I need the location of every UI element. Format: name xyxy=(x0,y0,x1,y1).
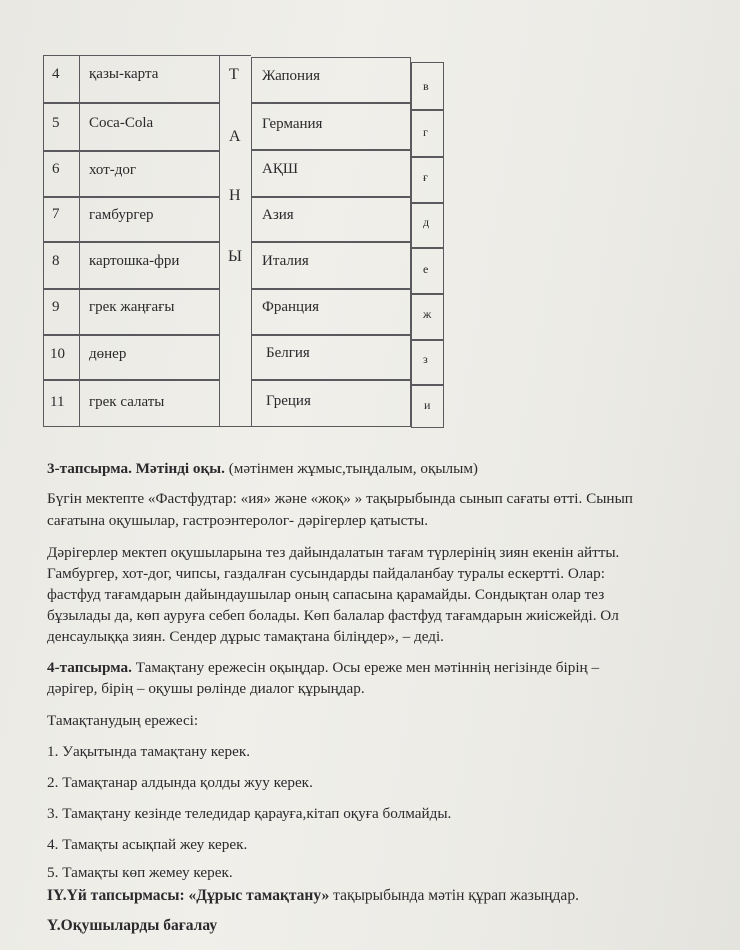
table-cell-left xyxy=(43,335,220,380)
task4-first-line xyxy=(47,657,599,679)
food-item: дөнер xyxy=(89,346,127,362)
answer-letter: ж xyxy=(423,307,432,321)
homework-text: тақырыбында мәтін құрап жазыңдар. xyxy=(333,887,579,904)
task3-para2-line: денсаулыққа зиян. Сендер дұрыс тамақтана біліңдер», – деді. xyxy=(47,628,444,645)
food-item: Coca-Cola xyxy=(89,115,154,131)
row-number: 6 xyxy=(52,161,60,177)
row-number: 8 xyxy=(52,253,60,269)
answer-letter: г xyxy=(423,125,428,139)
country-name: Германия xyxy=(262,116,323,132)
food-item: грек жаңғағы xyxy=(89,299,175,315)
country-name: Франция xyxy=(262,299,319,315)
task3-para2-line: фастфуд тағамдарын дайындаушылар оның сапасына қарамайды. Сондықтан олар тез xyxy=(47,586,605,603)
food-item: картошка-фри xyxy=(89,253,180,269)
task3-subtitle: (мәтінмен жұмыс,тыңдалым, оқылым) xyxy=(228,460,478,477)
vertical-letter: Н xyxy=(229,187,241,204)
answer-letter: в xyxy=(423,79,429,93)
task3-para1-line: сағатына оқушылар, гастроэнтеролог- дәрігерлер қатысты. xyxy=(47,512,428,529)
rule-item: 2. Тамақтанар алдында қолды жуу керек. xyxy=(47,774,313,791)
country-name: Греция xyxy=(266,393,311,409)
task3-title: 3-тапсырма. Мәтінді оқы. xyxy=(47,460,225,477)
vertical-letter: Ы xyxy=(228,248,242,265)
row-number: 11 xyxy=(50,394,65,410)
rule-item: 5. Тамақты көп жемеу керек. xyxy=(47,864,233,881)
food-item: грек салаты xyxy=(89,394,165,410)
task4-text-line: дәрігер, бірің – оқушы рөлінде диалог құрыңдар. xyxy=(47,680,365,697)
row-number: 7 xyxy=(52,206,60,222)
row-number: 4 xyxy=(52,66,60,82)
vertical-letter: Т xyxy=(229,66,239,83)
rule-item: 3. Тамақтану кезінде теледидар қарауға,кітап оқуға болмайды. xyxy=(47,805,452,822)
column-divider xyxy=(79,55,80,427)
answer-letter: з xyxy=(423,352,428,366)
task4-title: 4-тапсырма. xyxy=(47,659,132,676)
row-number: 10 xyxy=(50,346,65,362)
rules-title: Тамақтанудың ережесі: xyxy=(47,712,199,729)
task3-para2-line: Дәрігерлер мектеп оқушыларына тез дайындалатын тағам түрлерінің зиян екенін айтты. xyxy=(47,544,620,561)
task3-para2-line: бұзылады да, көп ауруға себеп болады. Көп балалар фастфуд тағамдарын жиісжейді. Ол xyxy=(47,607,619,624)
country-name: Азия xyxy=(262,207,294,223)
row-number: 9 xyxy=(52,299,60,315)
answer-letter: д xyxy=(423,215,430,229)
task3-para2-line: Гамбургер, хот-дог, чипсы, газдалған сусындарды пайдаланбау туралы ескертті. Олар: xyxy=(47,565,605,582)
assessment-heading: Y.Оқушыларды бағалау xyxy=(47,917,218,934)
vertical-letter: А xyxy=(229,128,241,145)
answer-letter: ғ xyxy=(423,170,428,184)
answer-letter: и xyxy=(424,398,431,412)
row-number: 5 xyxy=(52,115,60,131)
food-item: гамбургер xyxy=(89,207,154,223)
rule-item: 4. Тамақты асықпай жеу керек. xyxy=(47,836,248,853)
country-name: АҚШ xyxy=(262,161,298,177)
task3-para1-line: Бүгін мектепте «Фастфудтар: «ия» және «жоқ» » тақырыбында сынып сағаты өтті. Сынып xyxy=(47,490,633,507)
homework-label: IY.Үй тапсырмасы: «Дұрыс тамақтану» xyxy=(47,887,330,904)
food-item: хот-дог xyxy=(89,162,137,178)
country-name: Жапония xyxy=(262,68,321,84)
food-item: қазы-карта xyxy=(89,66,159,82)
task3-heading xyxy=(47,458,478,480)
answer-letter: е xyxy=(423,262,429,276)
country-name: Италия xyxy=(262,253,309,269)
country-name: Белгия xyxy=(266,345,310,361)
rule-item: 1. Уақытында тамақтану керек. xyxy=(47,743,251,760)
vertical-word-column xyxy=(220,55,251,427)
task4-text-line: Тамақтану ережесін оқыңдар. Осы ереже мен мәтіннің негізінде бірің – xyxy=(135,659,600,676)
homework-line xyxy=(47,885,579,907)
